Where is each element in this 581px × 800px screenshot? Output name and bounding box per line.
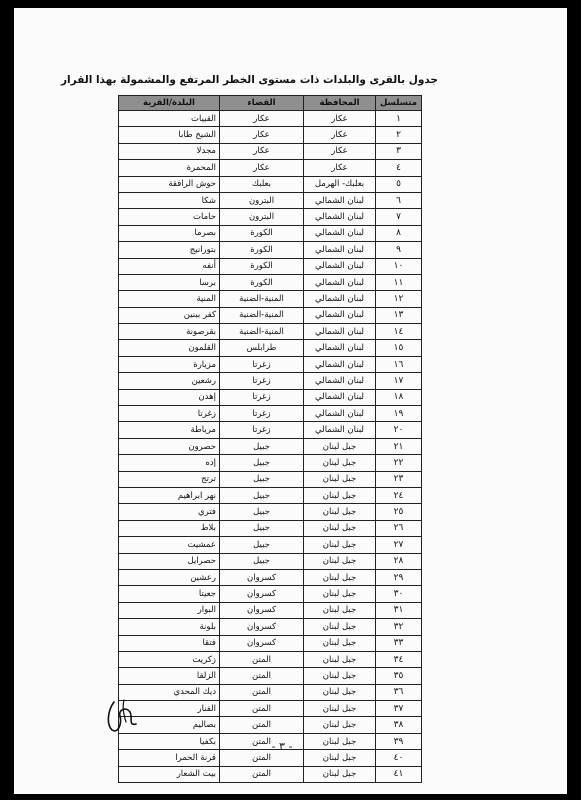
header-serial: متسلسل [376, 96, 422, 111]
cell-district: كسروان [220, 619, 304, 635]
cell-district: زغرتا [220, 389, 304, 405]
cell-governorate: جبل لبنان [304, 766, 376, 782]
table-row [119, 258, 422, 274]
table-row [119, 225, 422, 241]
cell-district: المتن [220, 668, 304, 684]
table-row [119, 209, 422, 225]
cell-serial: ٦ [376, 192, 422, 208]
cell-governorate: جبل لبنان [304, 569, 376, 585]
cell-district: المنية-الضنية [220, 324, 304, 340]
cell-serial: ١٥ [376, 340, 422, 356]
cell-governorate: جبل لبنان [304, 651, 376, 667]
cell-village: قرنة الحمرا [119, 750, 220, 766]
cell-governorate: عكار [304, 160, 376, 176]
cell-governorate: جبل لبنان [304, 684, 376, 700]
cell-village: حامات [119, 209, 220, 225]
cell-village: القبيات [119, 111, 220, 127]
table-row [119, 586, 422, 602]
cell-governorate: لبنان الشمالي [304, 406, 376, 422]
cell-district: الكورة [220, 258, 304, 274]
cell-governorate: لبنان الشمالي [304, 373, 376, 389]
cell-serial: ٢٣ [376, 471, 422, 487]
cell-serial: ٣٧ [376, 701, 422, 717]
cell-district: المنية-الضنية [220, 307, 304, 323]
cell-district: زغرتا [220, 406, 304, 422]
table-row [119, 111, 422, 127]
cell-village: الزلقا [119, 668, 220, 684]
table-row [119, 192, 422, 208]
cell-village: فتري [119, 504, 220, 520]
cell-serial: ٤١ [376, 766, 422, 782]
header-district: القضاء [220, 96, 304, 111]
cell-village: مرياطة [119, 422, 220, 438]
cell-district: بعلبك [220, 176, 304, 192]
cell-district: المتن [220, 651, 304, 667]
cell-serial: ٢٩ [376, 569, 422, 585]
cell-serial: ٤٠ [376, 750, 422, 766]
cell-district: عكار [220, 127, 304, 143]
cell-village: بلونة [119, 619, 220, 635]
cell-village: بيت الشعار [119, 766, 220, 782]
cell-district: المتن [220, 684, 304, 700]
cell-governorate: جبل لبنان [304, 750, 376, 766]
table-row [119, 389, 422, 405]
table-row [119, 356, 422, 372]
table-row [119, 242, 422, 258]
table-row [119, 619, 422, 635]
cell-governorate: جبل لبنان [304, 471, 376, 487]
cell-district: البترون [220, 209, 304, 225]
cell-village: رشعين [119, 373, 220, 389]
table-row [119, 438, 422, 454]
table-row [119, 766, 422, 782]
cell-serial: ١٦ [376, 356, 422, 372]
cell-district: طرابلس [220, 340, 304, 356]
table-row [119, 274, 422, 290]
cell-serial: ٢١ [376, 438, 422, 454]
cell-serial: ١٤ [376, 324, 422, 340]
cell-serial: ٢ [376, 127, 422, 143]
cell-serial: ١٢ [376, 291, 422, 307]
table-row [119, 635, 422, 651]
cell-governorate: جبل لبنان [304, 455, 376, 471]
cell-village: بتورانيج [119, 242, 220, 258]
cell-governorate: لبنان الشمالي [304, 389, 376, 405]
cell-district: جبيل [220, 553, 304, 569]
document-title: جدول بالقرى والبلدات ذات مستوى الخطر المرتفع والمشمولة بهذا القرار [61, 74, 438, 86]
cell-serial: ٣١ [376, 602, 422, 618]
table-row [119, 455, 422, 471]
cell-village: بلاط [119, 520, 220, 536]
cell-village: فتقا [119, 635, 220, 651]
cell-governorate: عكار [304, 127, 376, 143]
cell-district: المتن [220, 750, 304, 766]
cell-village: نهر ابراهيم [119, 487, 220, 503]
table-row [119, 520, 422, 536]
cell-village: عمشيت [119, 537, 220, 553]
cell-district: جبيل [220, 520, 304, 536]
cell-serial: ٣٣ [376, 635, 422, 651]
cell-serial: ٨ [376, 225, 422, 241]
cell-governorate: جبل لبنان [304, 487, 376, 503]
cell-serial: ١ [376, 111, 422, 127]
cell-district: جبيل [220, 487, 304, 503]
cell-district: كسروان [220, 602, 304, 618]
cell-district: الكورة [220, 242, 304, 258]
table-row [119, 504, 422, 520]
cell-governorate: لبنان الشمالي [304, 356, 376, 372]
handwritten-signature [100, 694, 145, 739]
cell-village: مجدلا [119, 143, 220, 159]
cell-district: الكورة [220, 225, 304, 241]
villages-table [118, 95, 422, 783]
table-row [119, 340, 422, 356]
cell-serial: ٢٠ [376, 422, 422, 438]
cell-governorate: لبنان الشمالي [304, 225, 376, 241]
cell-village: مزيارة [119, 356, 220, 372]
cell-serial: ١١ [376, 274, 422, 290]
cell-serial: ٣٨ [376, 717, 422, 733]
cell-village: أنفه [119, 258, 220, 274]
cell-district: عكار [220, 143, 304, 159]
cell-serial: ٣٠ [376, 586, 422, 602]
cell-serial: ٣٢ [376, 619, 422, 635]
cell-village: رعشين [119, 569, 220, 585]
cell-governorate: جبل لبنان [304, 504, 376, 520]
cell-village: ترتج [119, 471, 220, 487]
cell-village: كفر ببنين [119, 307, 220, 323]
cell-district: المتن [220, 717, 304, 733]
table-row [119, 651, 422, 667]
cell-district: عكار [220, 160, 304, 176]
table-row [119, 160, 422, 176]
cell-serial: ١٠ [376, 258, 422, 274]
cell-serial: ١٩ [376, 406, 422, 422]
header-village: البلدة/القرية [119, 96, 220, 111]
cell-serial: ٥ [376, 176, 422, 192]
cell-governorate: لبنان الشمالي [304, 242, 376, 258]
cell-village: جعيتا [119, 586, 220, 602]
cell-governorate: لبنان الشمالي [304, 209, 376, 225]
cell-village: إهدن [119, 389, 220, 405]
cell-district: جبيل [220, 471, 304, 487]
cell-governorate: لبنان الشمالي [304, 192, 376, 208]
cell-village: برسا [119, 274, 220, 290]
cell-village: حوش الرافقة [119, 176, 220, 192]
table-row [119, 701, 422, 717]
cell-serial: ٧ [376, 209, 422, 225]
cell-serial: ٢٦ [376, 520, 422, 536]
cell-village: البوار [119, 602, 220, 618]
cell-governorate: لبنان الشمالي [304, 422, 376, 438]
cell-governorate: جبل لبنان [304, 717, 376, 733]
cell-governorate: جبل لبنان [304, 537, 376, 553]
cell-governorate: لبنان الشمالي [304, 274, 376, 290]
table-row [119, 471, 422, 487]
cell-serial: ٢٥ [376, 504, 422, 520]
cell-district: المتن [220, 733, 304, 749]
cell-district: المتن [220, 701, 304, 717]
table-header-row [119, 96, 422, 111]
cell-governorate: لبنان الشمالي [304, 340, 376, 356]
table-row [119, 422, 422, 438]
cell-district: الكورة [220, 274, 304, 290]
cell-village: بكفيا [119, 733, 220, 749]
header-governorate: المحافظة [304, 96, 376, 111]
cell-governorate: بعلبك- الهرمل [304, 176, 376, 192]
cell-district: المتن [220, 766, 304, 782]
cell-village: القلمون [119, 340, 220, 356]
cell-district: جبيل [220, 455, 304, 471]
cell-district: جبيل [220, 537, 304, 553]
table-row [119, 373, 422, 389]
cell-village: الفنار [119, 701, 220, 717]
cell-district: جبيل [220, 438, 304, 454]
cell-village: الشيخ طابا [119, 127, 220, 143]
cell-district: زغرتا [220, 422, 304, 438]
cell-governorate: لبنان الشمالي [304, 307, 376, 323]
cell-village: إده [119, 455, 220, 471]
cell-governorate: عكار [304, 111, 376, 127]
cell-governorate: جبل لبنان [304, 733, 376, 749]
table-row [119, 537, 422, 553]
table-row [119, 291, 422, 307]
table-row [119, 127, 422, 143]
cell-village: بصرما [119, 225, 220, 241]
cell-district: كسروان [220, 569, 304, 585]
cell-serial: ٢٧ [376, 537, 422, 553]
cell-village: المحمرة [119, 160, 220, 176]
cell-serial: ١٧ [376, 373, 422, 389]
cell-governorate: جبل لبنان [304, 668, 376, 684]
cell-village: المنية [119, 291, 220, 307]
table-row [119, 406, 422, 422]
cell-district: زغرتا [220, 356, 304, 372]
cell-governorate: عكار [304, 143, 376, 159]
table-row [119, 307, 422, 323]
cell-governorate: جبل لبنان [304, 701, 376, 717]
cell-governorate: جبل لبنان [304, 619, 376, 635]
cell-governorate: جبل لبنان [304, 602, 376, 618]
cell-district: عكار [220, 111, 304, 127]
table-row [119, 569, 422, 585]
table-row [119, 143, 422, 159]
cell-district: زغرتا [220, 373, 304, 389]
table-row [119, 684, 422, 700]
cell-village: بصاليم [119, 717, 220, 733]
table-row [119, 176, 422, 192]
cell-governorate: لبنان الشمالي [304, 324, 376, 340]
cell-district: البترون [220, 192, 304, 208]
cell-village: شكا [119, 192, 220, 208]
cell-serial: ٣٤ [376, 651, 422, 667]
cell-governorate: جبل لبنان [304, 438, 376, 454]
cell-serial: ٢٨ [376, 553, 422, 569]
table-row [119, 487, 422, 503]
cell-village: ديك المحدي [119, 684, 220, 700]
table-row [119, 717, 422, 733]
cell-governorate: لبنان الشمالي [304, 258, 376, 274]
cell-governorate: جبل لبنان [304, 586, 376, 602]
table-row [119, 324, 422, 340]
cell-village: حصرايل [119, 553, 220, 569]
cell-serial: ٩ [376, 242, 422, 258]
cell-governorate: جبل لبنان [304, 635, 376, 651]
cell-serial: ٣٩ [376, 733, 422, 749]
cell-village: زغرتا [119, 406, 220, 422]
cell-serial: ٢٢ [376, 455, 422, 471]
cell-village: زكريت [119, 651, 220, 667]
cell-district: كسروان [220, 586, 304, 602]
cell-serial: ٣٦ [376, 684, 422, 700]
cell-district: جبيل [220, 504, 304, 520]
cell-serial: ٢٤ [376, 487, 422, 503]
table-row [119, 602, 422, 618]
cell-serial: ٣ [376, 143, 422, 159]
cell-village: حصرون [119, 438, 220, 454]
cell-governorate: لبنان الشمالي [304, 291, 376, 307]
table-row [119, 668, 422, 684]
cell-district: المنية-الضنية [220, 291, 304, 307]
page-number: - ٣ - [271, 740, 293, 753]
cell-serial: ٤ [376, 160, 422, 176]
table-row [119, 553, 422, 569]
cell-serial: ١٣ [376, 307, 422, 323]
cell-serial: ٣٥ [376, 668, 422, 684]
cell-governorate: جبل لبنان [304, 553, 376, 569]
cell-village: بقرصونة [119, 324, 220, 340]
cell-governorate: جبل لبنان [304, 520, 376, 536]
cell-serial: ١٨ [376, 389, 422, 405]
cell-district: كسروان [220, 635, 304, 651]
